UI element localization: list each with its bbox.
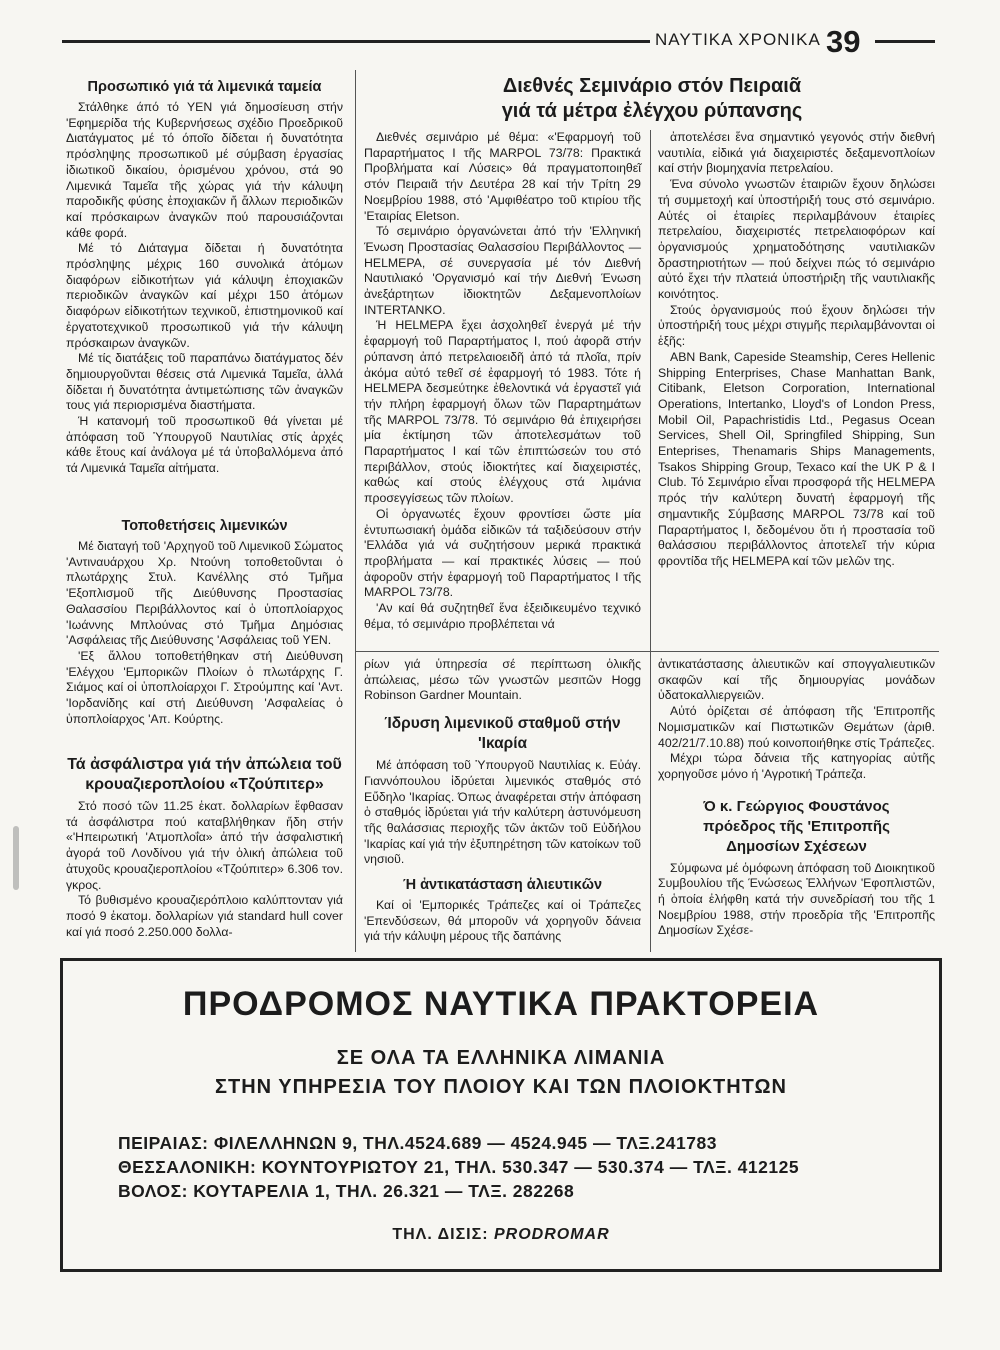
paragraph: Μέ διαταγή τοῦ 'Αρχηγοῦ τοῦ Λιμενικοῦ Σώματος 'Αντιναυάρχου Χρ. Ντούνη τοποθετοῦνται ὁ πλωτάρχης Στυλ. Κανέλλης στό Τμῆμα 'Εξοπλισμοῦ τῆς Διεύθυνσης Προστασίας Θαλασσίου Περιβάλλοντος καί ὁ ὑποπλοίαρχος 'Ιωάννης Μπλούνας στό Τμῆμα Δημόσιας 'Ασφάλειας τῆς Διεύθυνσης 'Ασφάλειας τοῦ ΥΕΝ. [66,539,343,648]
paragraph: 'Αν καί θά συζητηθεῖ ἕνα ἐξειδικευμένο τεχνικό θέμα, τό σεμινάριο προβλέπεται νά [364,601,641,631]
right-column-bottom [658,657,935,939]
article-jupiter-insurance [66,755,343,940]
page-number: 39 [826,24,861,59]
paragraph: Τό βυθισμένο κρουαζιερόπλοιο καλύπτονταν γιά ποσό 9 ἑκατομ. δολλαρίων γιά standard hull cover καί γιά ποσό 2.250.000 δολλα- [66,893,343,939]
paragraph: Σύμφωνα μέ ὁμόφωνη ἀπόφαση τοῦ Διοικητικοῦ Συμβουλίου τῆς Ένώσεως Ἑλλήνων 'Εφοπλιστῶν, ή ὁποία ἐλήφθη κατά τήν συνεδρίασή του τῆς 1 Νοεμβρίου 1988, στήν προεδρία τῆς 'Επιτροπῆς Δημοσίων Σχέσε- [658,860,935,938]
ad-title: ΠΡΟΔΡΟΜΟΣ ΝΑΥΤΙΚΑ ΠΡΑΚΤΟΡΕΙΑ [182,985,820,1023]
headline-line-1: Διεθνές Σεμινάριο στόν Πειραιᾶ [502,75,802,97]
article-heading: Τοποθετήσεις λιμενικών [121,518,288,534]
paragraph: Μέ τίς διατάξεις τοῦ παραπάνω διατάγματος δέν δημιουργοῦνται θέσεις στά Λιμενικά Ταμεῖα, ἀλλά δίδεται ή δυνατότητα ἀντιμετώπισης τῶν ἀναγκῶν τους γιά περιορισμένα διαστήματα. [66,351,343,413]
article-heading: Τά ἀσφάλιστρα γιά τήν ἀπώλεια τοῦ κρουαζιεροπλοίου «Τζούπιτερ» [67,756,342,793]
paragraph: Οἱ ὀργανωτές ἔχουν φροντίσει ὥστε μία ἐντυπωσιακή ὁμάδα εἰδικῶν τά ταξιδεύσουν στήν 'Ελλάδα γιά νά συζητήσουν μερικά πρακτικά προβλήματα — καί πρακτικές λύσεις — πού ἀφοροῦν στήν ἐφαρμογή τοῦ Παραρτήματος Ι τῆς MARPOL 73/78. [364,506,641,600]
column-divider [650,130,651,952]
paragraph: Μέ ἀπόφαση τοῦ Ὑπουργοῦ Ναυτιλίας κ. Εὐάγ. Γιαννόπουλου ἱδρύεται λιμενικός σταθμός στό Εὔδηλο 'Ικαρίας. Όπως ἀναφέρεται στήν ἀπόφαση ὁ σταθμός ἱδρύεται γιά τήν καλύτερη ἀστυνόμευση τῆς θαλάσσιας περιοχῆς τῶν ἀκτῶν τοῦ Εὐδήλου 'Ικαρίας καί γιά τήν ἐξυπηρέτηση τῶν κατοίκων τοῦ νησιοῦ. [364,758,641,867]
paragraph: Καί οἱ 'Εμπορικές Τράπεζες καί οἱ Τράπεζες 'Επενδύσεων, θά μποροῦν νά χορηγοῦν δάνεια γιά τήν κάλυψη μέρους τῆς δαπάνης [364,898,641,944]
paragraph: ABN Bank, Capeside Steamship, Ceres Hellenic Shipping Enterprises, Chase Manhattan Bank, Citibank, Eletson Corporation, International Operations, Intertanko, Lloyd's of London Press, Mobil Oil, Papachristidis Ltd., Pegasus Ocean Services, Shell Oil, Springfiled Shipping, Sun Enteprises, Thenamaris Ships Managements, Tsakos Shipping Group, Texaco καί the UK P & I Club. Τό Σεμινάριο εἶναι προσφορά τῆς HELMEPA πρός τήν καλύτερη δυνατή ἐφαρμογή τῆς σημαντικῆς Σύμβασης MARPOL 73/78 καί τοῦ Παραρτήματος Ι, δεδομένου ὅτι ή προστασία τοῦ θαλάσσιου περιβάλλοντος ἀποτελεῖ τήν κύρια φροντίδα τῆς HELMEPA καί τῶν μελῶν της. [658,349,935,568]
seminar-column-2 [658,130,935,570]
paragraph: Ή HELMEPA ἔχει ἀσχοληθεῖ ἐνεργά μέ τήν ἐφαρμογή τοῦ Παραρτήματος Ι, πού ἀφορᾶ στήν ρύπανση ἀπό πετρελαιοειδῆ ἀπό τά πλοῖα, πρίν ἀκόμα αὐτό τεθεῖ σέ ἐφαρμογή τό 1983. Τότε ή HELMEPA δεσμεύτηκε ἐθελοντικά νά ἐργαστεῖ γιά τήν πλήρη ἐφαρμογή ὅλων τῶν Παραρτημάτων τῆς MARPOL 73/78. Τό σεμινάριο θά ἐπιχειρήσει μία ἐκτίμηση τῶν ἀποτελεσμάτων τοῦ Παραρτήματος Ι καί τῶν ἐπιπτώσεών του στό περιβάλλον, στούς ἰδιοκτήτες καί διαχειριστές, καθώς καί στούς ἐλέγχους στά λιμάνια προσεγγίσεως τῶν πλοίων. [364,318,641,506]
article-heading: Προσωπικό γιά τά λιμενικά ταμεία [87,79,322,95]
paragraph: ρίων γιά ὑπηρεσία σέ περίπτωση ὁλικῆς ἀπώλειας, μέσω τῶν γνωστῶν μεσιτῶν Hogg Robinson Gardner Mountain. [364,657,641,703]
ad-telegraph [63,1226,939,1244]
ad-telegraph-label: ΤΗΛ. ΔΙΣΙΣ: [392,1226,489,1243]
article-lifeguard-staff [66,78,343,477]
ad-telegraph-value: PRODROMAR [494,1226,610,1243]
headline-line-2: γιά τά μέτρα ἐλέγχου ρύπανσης [501,100,803,122]
paragraph: Στό ποσό τῶν 11.25 ἑκατ. δολλαρίων ἔφθασαν τά ἀσφάλιστρα πού καταβλήθηκαν ἤδη στήν «'Ηπειρωτική 'Ατμοπλοΐα» ἀπό τήν ἀσφαλιστική ἀγορά τοῦ Λονδίνου γιά τήν ὁλική ἀπώλεια τοῦ ἀτυχοῦς κρουαζιεροπλοίου «Τζούπιτερ» 6.306 τον. γκρος. [66,799,343,892]
section-divider [355,651,939,652]
seminar-headline [364,74,940,124]
ad-subtitle-1: ΣΕ ΟΛΑ ΤΑ ΕΛΛΗΝΙΚΑ ΛΙΜΑΝΙΑ [336,1047,666,1069]
paragraph: Στούς ὀργανισμούς πού ἔχουν δηλώσει τήν ὑποστήριξή τους μέχρι στιγμῆς περιλαμβάνονται οἱ ἑξῆς: [658,302,935,349]
magazine-title: ΝΑΥΤΙΚΑ ΧΡΟΝΙΚΑ [655,30,821,49]
paragraph: Μέχρι τώρα δάνεια τῆς κατηγορίας αὐτῆς χορηγοῦσε μόνο ή 'Αγροτική Τράπεζα. [658,751,935,781]
binder-mark [13,826,19,890]
paragraph: Διεθνές σεμινάριο μέ θέμα: «'Εφαρμογή τοῦ Παραρτήματος Ι τῆς MARPOL 73/78: Πρακτικά Προβλήματα καί Λύσεις» θά πραγματοποιηθεῖ στόν Πειραιᾶ τήν Δευτέρα 28 καί τήν Τρίτη 29 Νοεμβρίου 1988, στό 'Αμφιθέατρο τοῦ κτιρίου τῆς 'Εταιρίας Eletson. [364,130,641,223]
middle-column-bottom [364,657,641,945]
header-rule-left [62,40,650,43]
header-rule-right [875,40,935,43]
paragraph: Μέ τό Διάταγμα δίδεται ή δυνατότητα πρόσληψης μέχρις 160 συνολικά ἀτόμων διαφόρων εἰδικοτήτων γιά κάλυψη ἐποχιακῶν περιοδικῶν ἀναγκῶν καί μέχρι 150 ἀτόμων διαφόρων εἰδικοτήτων τεχνικοῦ, ἐπιστημονικοῦ καί ἐργατοτεχνικοῦ προσωπικοῦ γιά τήν κάλυψη πρόσκαιρων ἀναγκῶν. [66,241,343,350]
article-heading: Ή ἀντικατάσταση ἁλιευτικῶν [402,877,603,894]
paragraph: Ένα σύνολο γνωστῶν ἑταιριῶν ἔχουν δηλώσει τή συμμετοχή καί ὑποστήριξή τους στό σεμινάριο. Αὐτές οἱ ἑταιρίες περιλαμβάνουν ἑταιρίες πετρελαίου, διαχειριστές πετρελαιοφόρων καί ὀργανισμούς χρηματοδότησης ναυτιλιακῶν δραστηριοτήτων — πού δείχνει πώς τό σεμινάριο αὐτό ἔχει τήν πλατειά ὑποστήριξη τῆς ναυτιλιακῆς κοινότητος. [658,177,935,302]
paragraph: Τό σεμινάριο ὀργανώνεται ἀπό τήν 'Ελληνική Ένωση Προστασίας Θαλασσίου Περιβάλλοντος — HELMEPA, σέ συνεργασία μέ τόν Διεθνή Ναυτιλιακό 'Οργανισμό καί τήν Διεθνή Ένωση ἀνεξάρτητων ἰδιοκτητῶν Δεξαμενοπλοίων INTERTANKO. [364,224,641,317]
advertisement-box [60,958,942,1272]
paragraph: Ή κατανομή τοῦ προσωπικοῦ θά γίνεται μέ ἀπόφαση τοῦ Ὑπουργοῦ Ναυτιλίας στίς ἀρχές κάθε ἔτους καί ἀνάλογα μέ τά ὑποβαλλόμενα ἀπό τά Λιμενικά Ταμεῖα αἰτήματα. [66,414,343,476]
ad-address-thessaloniki: ΘΕΣΣΑΛΟΝΙΚΗ: ΚΟΥΝΤΟΥΡΙΩΤΟΥ 21, ΤΗΛ. 530.347 — 530.374 — ΤΛΞ. 412125 [118,1157,800,1177]
ad-address-piraeus: ΠΕΙΡΑΙΑΣ: ΦΙΛΕΛΛΗΝΩΝ 9, ΤΗΛ.4524.689 — 4524.945 — ΤΛΞ.241783 [118,1133,717,1153]
paragraph: ἀποτελέσει ἕνα σημαντικό γεγονός στήν διεθνή ναυτιλία, εἰδικά γιά διαχειριστές δεξαμενοπλοίων καί στήν βιομηχανία πετρελαίου. [658,130,935,176]
ad-subtitle-2: ΣΤΗΝ ΥΠΗΡΕΣΙΑ ΤΟΥ ΠΛΟΙΟΥ ΚΑΙ ΤΩΝ ΠΛΟΙΟΚΤΗΤΩΝ [214,1076,788,1098]
column-divider [355,70,356,952]
seminar-column-1 [364,130,641,633]
article-heading: Ό κ. Γεώργιος Φουστάνος πρόεδρος τῆς 'Επιτροπῆς Δημοσίων Σχέσεων [703,797,890,855]
ad-address-volos: ΒΟΛΟΣ: ΚΟΥΤΑΡΕΛΙΑ 1, ΤΗΛ. 26.321 — ΤΛΞ. 282268 [118,1181,575,1201]
paragraph: ἀντικατάστασης ἁλιευτικῶν καί σπογγαλιευτικῶν σκαφῶν καί τῆς δημιουργίας μονάδων ὑδατοκαλλιεργειῶν. [658,657,935,703]
paragraph: Στάλθηκε άπό τό ΥΕΝ γιά δημοσίευση στήν 'Εφημερίδα τής Κυβερνήσεως σχέδιο Προεδρικοῦ Διατάγματος μέ τό όποῖο δίδεται ή δυνατότητα πρόσληψης προσωπικοῦ μέ σύμβαση ἐργασίας ἰδιωτικοῦ δικαίου, ὁρισμένου χρόνου, στά 90 Λιμενικά Ταμεῖα τῆς χώρας γιά τήν κάλυψη παροδικῆς φύσης ἐποχιακῶν ἤ ἄλλων περιοδικῶν καί πρόσκαιρων ἀναγκῶν πού παρουσιάζονται κάθε φορά. [66,100,343,240]
paragraph: Αὐτό ὁρίζεται σέ ἀπόφαση τῆς 'Επιτροπῆς Νομισματικῶν καί Πιστωτικῶν Θεμάτων (ἀριθ. 402/21/7.10.88) πού κοινοποιήθηκε στίς Τράπεζες. [658,704,935,750]
article-heading: Ίδρυση λιμενικοῦ σταθμοῦ στήν 'Ικαρία [384,715,621,753]
article-port-placements [66,517,343,727]
paragraph: 'Εξ ἄλλου τοποθετήθηκαν στή Διεύθυνση 'Ελέγχου 'Εμπορικῶν Πλοίων ὁ πλωτάρχης Γ. Σιάμος καί οἱ ὑποπλοίαρχοι Γ. Στρούμπης καί 'Αντ. 'Ιορδανίδης καί στή Διεύθυνση 'Ασφαλείας ὁ ὑποπλοίαρχος 'Απ. Κούρτης. [66,648,343,726]
